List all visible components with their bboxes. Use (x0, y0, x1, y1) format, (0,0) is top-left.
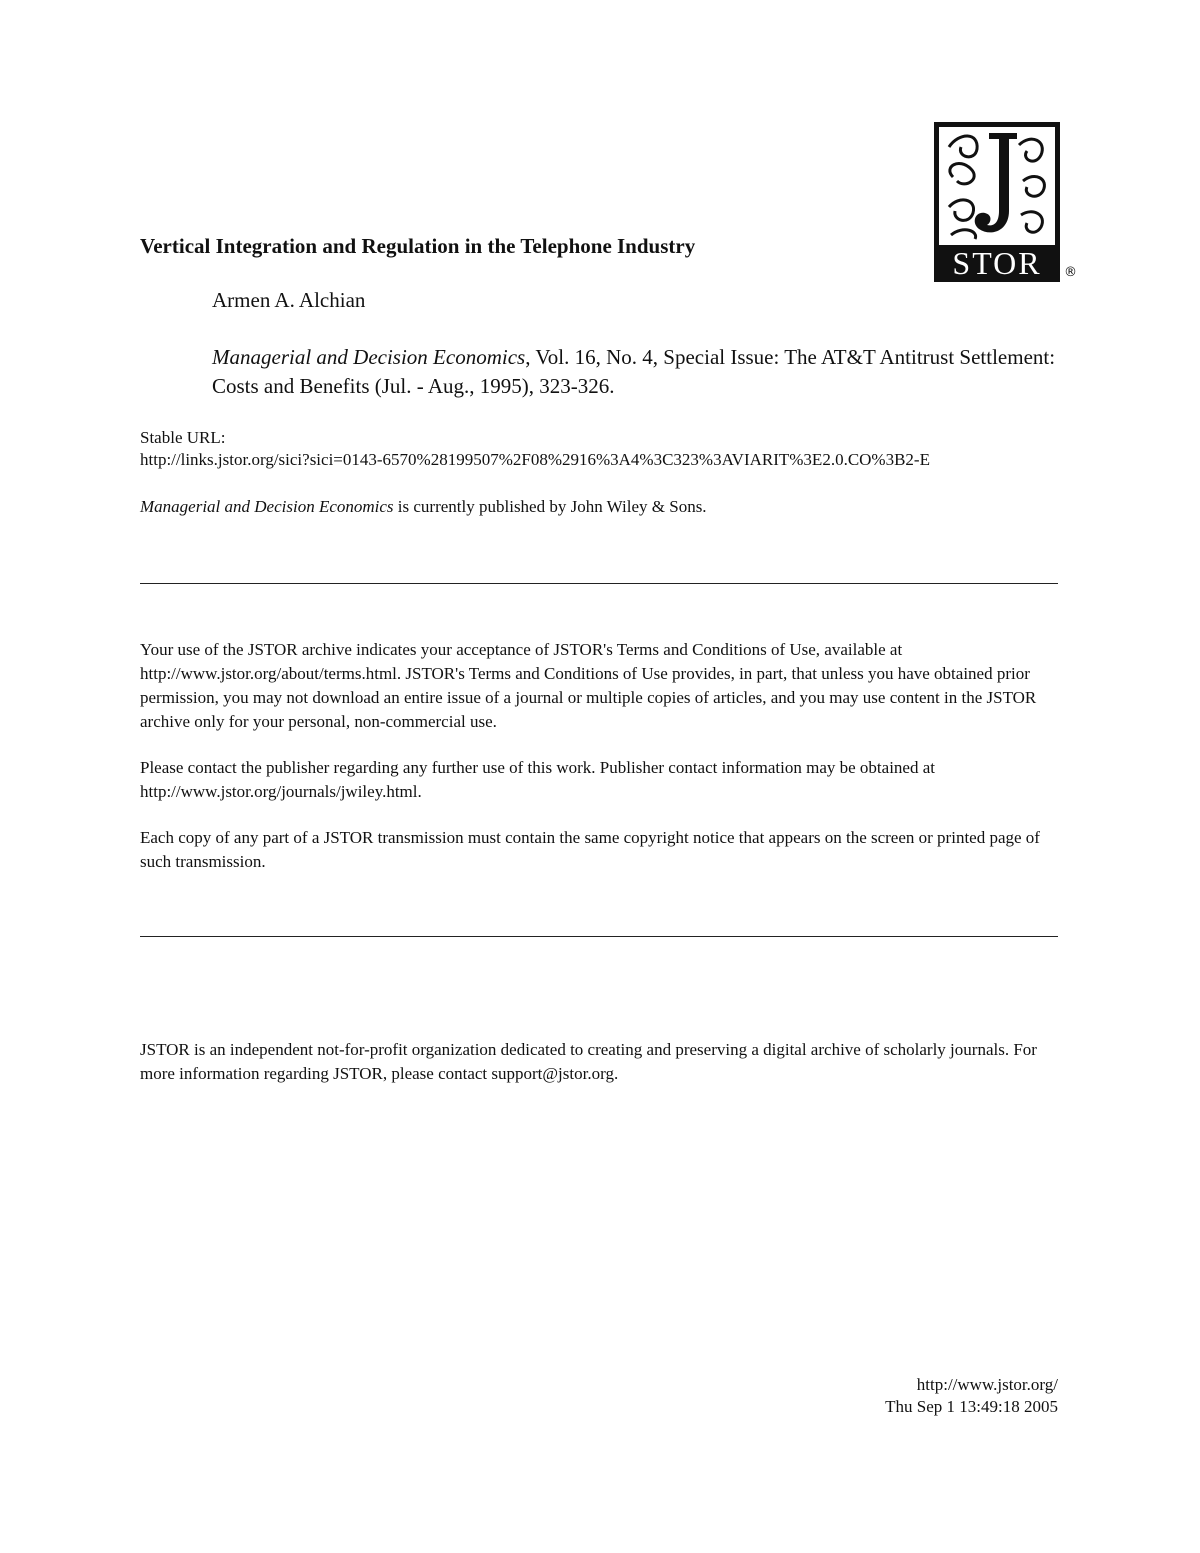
stable-url-label: Stable URL: (140, 428, 226, 447)
jstor-logo (934, 122, 1060, 282)
citation-journal: Managerial and Decision Economics (212, 345, 526, 369)
publisher-journal: Managerial and Decision Economics (140, 497, 394, 516)
divider-top (140, 583, 1058, 584)
about-jstor-paragraph: JSTOR is an independent not-for-profit organization dedicated to creating and preserving a digital archive of scholarly journals. For more information regarding JSTOR, please contact support@jstor.org. (140, 1040, 1037, 1083)
publisher-text: is currently published by John Wiley & Sons. (393, 497, 707, 516)
citation-details: , Vol. 16, No. 4, Special Issue: The AT&T Antitrust Settlement: Costs and Benefits (Jul. - Aug., 1995), 323-326. (212, 345, 1056, 398)
article-author: Armen A. Alchian (212, 288, 366, 312)
divider-bottom (140, 936, 1058, 937)
footer-url[interactable]: http://www.jstor.org/ (916, 1375, 1058, 1394)
article-title: Vertical Integration and Regulation in the Telephone Industry (140, 234, 696, 258)
footer-date: Thu Sep 1 13:49:18 2005 (885, 1397, 1058, 1416)
jstor-logo-text: STOR (952, 245, 1042, 281)
terms-paragraph-3: Each copy of any part of a JSTOR transmission must contain the same copyright notice that appears on the screen or printed page of such transmission. (140, 828, 1040, 871)
article-citation (212, 343, 1072, 401)
ornamental-j-icon (939, 127, 1055, 245)
terms-paragraph-1: Your use of the JSTOR archive indicates your acceptance of JSTOR's Terms and Conditions of Use, available at http://www.jstor.org/about/terms.html. JSTOR's Terms and Conditions of Use provides, in part, that unless you have obtained prior permission, you may not download an entire issue of a journal or multiple copies of articles, and you may use content in the JSTOR archive only for your personal, non-commercial use. (140, 640, 1037, 731)
terms-paragraph-2: Please contact the publisher regarding any further use of this work. Publisher contact information may be obtained at http://www.jstor.org/journals/jwiley.html. (140, 758, 935, 801)
publisher-line (140, 497, 707, 517)
jstor-logo-emblem (939, 127, 1055, 245)
registered-mark: ® (1064, 265, 1077, 280)
stable-url-link[interactable]: http://links.jstor.org/sici?sici=0143-6570%28199507%2F08%2916%3A4%3C323%3AVIARIT%3E2.0.CO%3B2-E (140, 450, 930, 469)
